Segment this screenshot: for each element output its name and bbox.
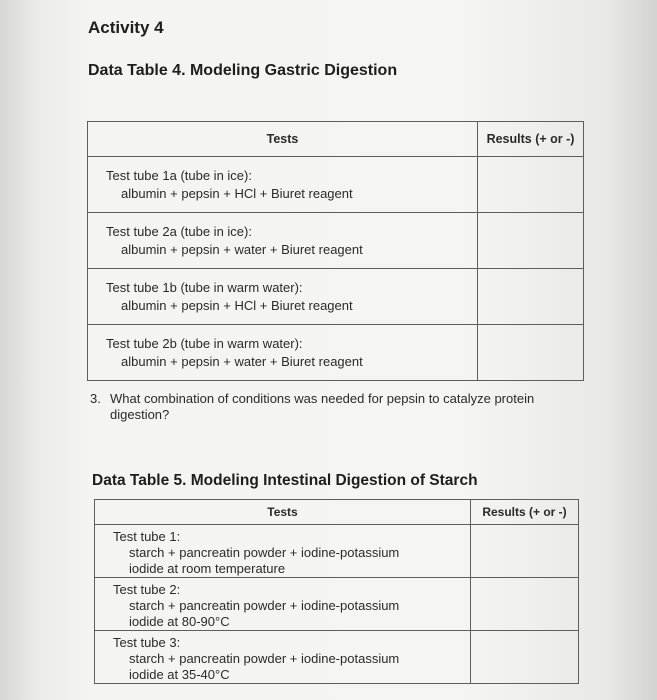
test-mixture: albumin + pepsin + water + Biuret reagent bbox=[121, 354, 363, 369]
test-condition: Test tube 1b (tube in warm water): bbox=[106, 280, 303, 295]
tests-header: Tests bbox=[88, 122, 478, 157]
results-header: Results (+ or -) bbox=[471, 500, 579, 525]
test-cell bbox=[88, 157, 478, 213]
result-cell[interactable] bbox=[478, 325, 584, 381]
result-cell[interactable] bbox=[471, 631, 579, 684]
test-mixture: starch + pancreatin powder + iodine-potassium bbox=[129, 545, 400, 560]
result-cell[interactable] bbox=[478, 269, 584, 325]
test-condition: Test tube 1a (tube in ice): bbox=[106, 168, 252, 183]
test-condition: iodide at 80-90°C bbox=[129, 614, 230, 629]
test-condition: iodide at room temperature bbox=[129, 561, 286, 576]
table5-title: Data Table 5. Modeling Intestinal Digestion of Starch bbox=[92, 472, 478, 489]
test-cell bbox=[88, 213, 478, 269]
question-number: 3. bbox=[90, 391, 101, 406]
result-cell[interactable] bbox=[471, 525, 579, 578]
table-header-row bbox=[95, 500, 579, 525]
test-mixture: starch + pancreatin powder + iodine-potassium bbox=[129, 651, 400, 666]
test-condition: Test tube 2a (tube in ice): bbox=[106, 224, 252, 239]
results-header: Results (+ or -) bbox=[478, 122, 584, 157]
test-condition: Test tube 2b (tube in warm water): bbox=[106, 336, 303, 351]
table4-title: Data Table 4. Modeling Gastric Digestion bbox=[88, 62, 398, 79]
test-mixture: albumin + pepsin + HCl + Biuret reagent bbox=[121, 298, 353, 313]
test-label: Test tube 2: bbox=[113, 582, 181, 597]
table-row bbox=[95, 525, 579, 578]
table-row bbox=[88, 213, 584, 269]
table-row bbox=[95, 631, 579, 684]
test-cell bbox=[88, 269, 478, 325]
data-table-4 bbox=[87, 121, 584, 381]
table-row bbox=[88, 157, 584, 213]
table-header-row bbox=[88, 122, 584, 157]
table-row bbox=[95, 578, 579, 631]
activity-title: Activity 4 bbox=[88, 18, 164, 37]
table-row bbox=[88, 325, 584, 381]
test-mixture: starch + pancreatin powder + iodine-potassium bbox=[129, 598, 400, 613]
test-label: Test tube 1: bbox=[113, 529, 181, 544]
result-cell[interactable] bbox=[478, 157, 584, 213]
test-condition: iodide at 35-40°C bbox=[129, 667, 230, 682]
test-cell bbox=[95, 525, 471, 578]
test-label: Test tube 3: bbox=[113, 635, 181, 650]
question-text: What combination of conditions was needed for pepsin to catalyze protein digestion? bbox=[110, 391, 535, 422]
result-cell[interactable] bbox=[471, 578, 579, 631]
test-cell bbox=[88, 325, 478, 381]
tests-header: Tests bbox=[95, 500, 471, 525]
test-cell bbox=[95, 631, 471, 684]
result-cell[interactable] bbox=[478, 213, 584, 269]
data-table-5 bbox=[94, 499, 579, 684]
test-mixture: albumin + pepsin + HCl + Biuret reagent bbox=[121, 186, 353, 201]
table-row bbox=[88, 269, 584, 325]
test-cell bbox=[95, 578, 471, 631]
test-mixture: albumin + pepsin + water + Biuret reagent bbox=[121, 242, 363, 257]
